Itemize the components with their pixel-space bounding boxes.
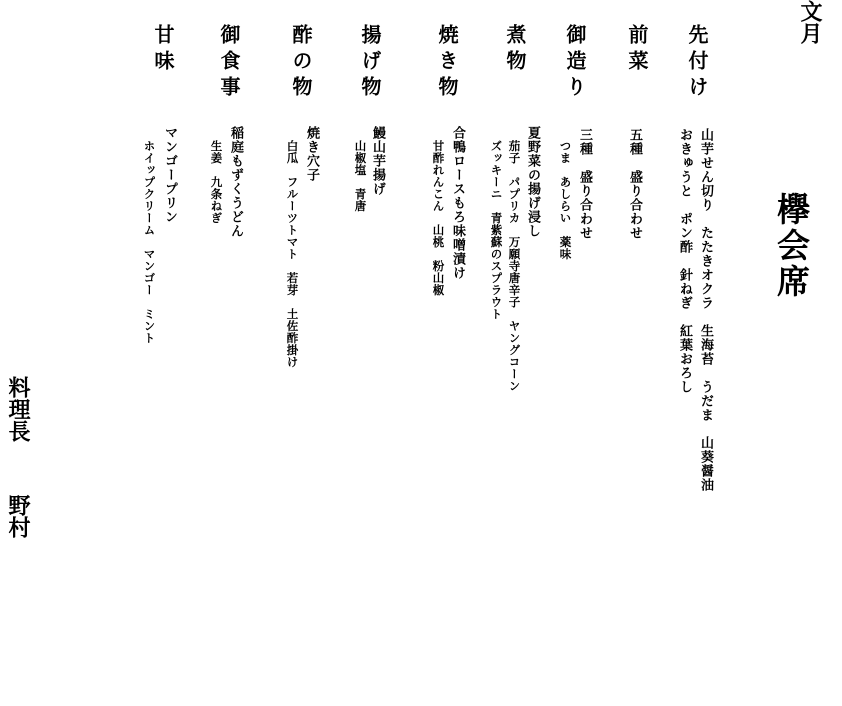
course-heading-zensai: 前菜 bbox=[625, 24, 649, 76]
course-heading-otsukuri: 御造り bbox=[563, 24, 587, 102]
course-line: つま あしらい 薬味 bbox=[558, 140, 573, 260]
course-line: 生姜 九条ねぎ bbox=[209, 140, 224, 224]
course-line: 稲庭もずくうどん bbox=[228, 126, 243, 238]
month-label: 文月 bbox=[797, 0, 823, 44]
menu-title: 欅会席 bbox=[772, 192, 811, 300]
chef-title: 料理長 bbox=[5, 376, 31, 442]
course-line: 夏野菜の揚げ浸し bbox=[525, 126, 540, 238]
course-line: 五種 盛り合わせ bbox=[627, 128, 642, 240]
course-heading-agemono: 揚げ物 bbox=[358, 24, 382, 102]
course-line: 鰻山芋揚げ bbox=[370, 126, 385, 196]
course-line: 三種 盛り合わせ bbox=[577, 128, 592, 240]
course-heading-nimono: 煮物 bbox=[503, 24, 527, 76]
course-heading-kanmi: 甘味 bbox=[151, 24, 175, 76]
course-line: マンゴープリン bbox=[162, 126, 177, 224]
course-line: 合鴨ロースもろ味噌漬け bbox=[450, 126, 465, 280]
course-line: 甘酢れんこん 山桃 粉山椒 bbox=[431, 140, 446, 296]
course-line: 山椒塩 青唐 bbox=[353, 140, 368, 212]
course-heading-yakimono: 焼き物 bbox=[435, 24, 459, 102]
chef-name: 野村 bbox=[5, 494, 31, 538]
course-line: 焼き穴子 bbox=[304, 126, 319, 182]
course-line: 茄子 パプリカ 万願寺唐辛子 ヤングコーン bbox=[507, 140, 522, 392]
course-heading-sakizuke: 先付け bbox=[685, 24, 709, 102]
course-line: 山芋せん切り たたきオクラ 生海苔 うだま 山葵醤油 bbox=[698, 128, 713, 492]
course-line: 白瓜 フルーツトマト 若芽 土佐酢掛け bbox=[285, 140, 300, 368]
course-line: ホイップクリーム マンゴー ミント bbox=[142, 140, 157, 344]
course-heading-sunomono: 酢の物 bbox=[289, 24, 313, 102]
course-line: おきゅうと ポン酢 針ねぎ 紅葉おろし bbox=[677, 128, 692, 394]
course-line: ズッキーニ 青紫蘇のスプラウト bbox=[489, 140, 504, 320]
course-heading-oshokuji: 御食事 bbox=[217, 24, 241, 102]
